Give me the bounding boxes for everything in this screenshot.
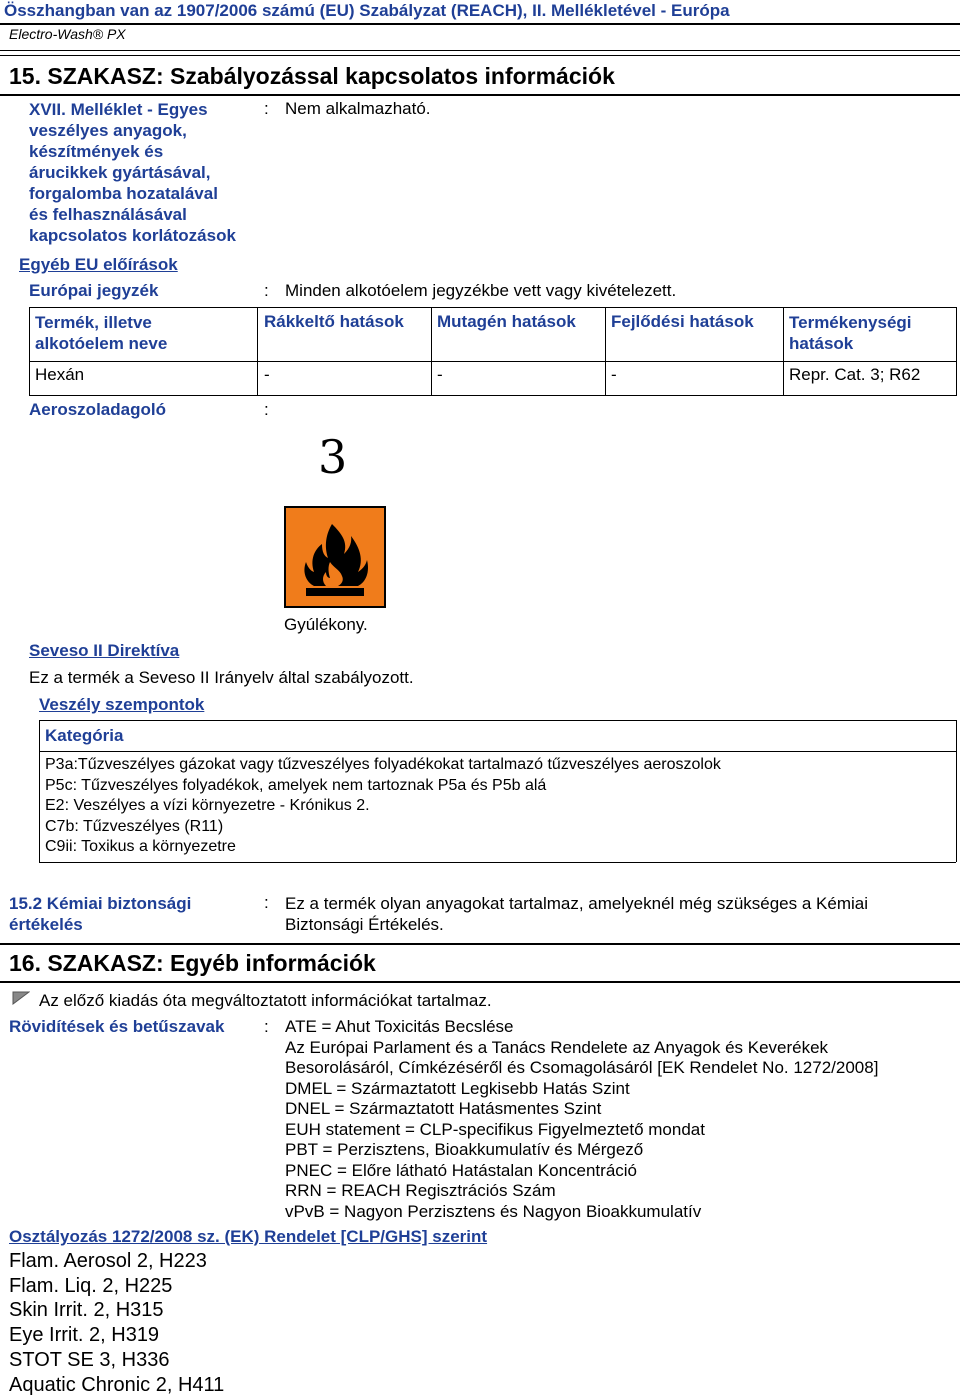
list-item: Az Európai Parlament és a Tanács Rendelete az Anyagok és Keverékek — [285, 1037, 829, 1057]
section-16-heading: 16. SZAKASZ: Egyéb információk — [9, 950, 376, 976]
table-header-fertility: Termékenységi hatások — [789, 313, 912, 353]
category-list — [45, 755, 721, 858]
list-item: Besorolásáról, Címkézéséről és Csomagolásáról [EK Rendelet No. 1272/2008] — [285, 1058, 879, 1077]
list-item: Flam. Liq. 2, H225 — [9, 1274, 173, 1297]
abbr-label: Rövidítések és betűszavak — [9, 1017, 225, 1036]
colon-sep: : — [264, 281, 269, 300]
eu-inventory-label: Európai jegyzék — [29, 281, 159, 300]
list-item: P3a:Tűzveszélyes gázokat vagy tűzveszélyes folyadékokat tartalmazó tűzveszélyes aeroszolok — [45, 756, 721, 773]
list-item: PNEC = Előre látható Hatástalan Koncentráció — [285, 1160, 638, 1180]
list-item: ATE = Ahut Toxicitás Becslése — [285, 1017, 514, 1036]
list-item: PBT = Perzisztens, Bioakkumulatív és Mérgező — [285, 1140, 644, 1159]
regulation-title: Összhangban van az 1907/2006 számú (EU) Szabályzat (REACH), II. Mellékletével - Európa — [4, 1, 730, 20]
table-cell: Hexán — [35, 365, 85, 384]
seveso-text: Ez a termék a Seveso II Irányelv által szabályozott. — [29, 668, 414, 687]
colon-sep: : — [264, 893, 269, 912]
table-header-developmental: Fejlődési hatások — [611, 312, 754, 331]
table-header-carcinogenic: Rákkeltő hatások — [264, 312, 404, 331]
other-eu-heading: Egyéb EU előírások — [19, 255, 178, 274]
list-item: STOT SE 3, H336 — [9, 1348, 170, 1371]
eu-inventory-value: Minden alkotóelem jegyzékbe vett vagy kivételezett. — [285, 281, 677, 300]
table-cell: - — [264, 365, 270, 384]
list-item: Flam. Aerosol 2, H223 — [9, 1250, 207, 1272]
colon-sep: : — [264, 400, 269, 419]
table-cell: Repr. Cat. 3; R62 — [789, 365, 921, 384]
annex17-label: XVII. Melléklet - Egyes veszélyes anyagok, készítmények és árucikkek gyártásával, forgalomba hozatalával és felhasználásával kapcsolatos korlátozások — [29, 100, 236, 245]
table-header-name: Termék, illetve alkotóelem neve — [35, 313, 168, 353]
annex17-value: Nem alkalmazható. — [285, 99, 431, 118]
aerosol-label: Aeroszoladagoló — [29, 400, 166, 419]
list-item: E2: Veszélyes a vízi környezetre - Krónikus 2. — [45, 797, 370, 814]
table-header-mutagenic: Mutagén hatások — [437, 312, 576, 331]
list-item: Aquatic Chronic 2, H411 — [9, 1373, 225, 1396]
colon-sep: : — [264, 99, 269, 118]
list-item: DNEL = Származtatott Hatásmentes Szint — [285, 1099, 602, 1118]
table-cell: - — [611, 365, 617, 384]
list-item: C9ii: Toxikus a környezetre — [45, 838, 236, 855]
list-item: DMEL = Származtatott Legkisebb Hatás Szint — [285, 1078, 630, 1098]
aerosol-caption: Gyúlékony. — [284, 615, 368, 634]
list-item: RRN = REACH Regisztrációs Szám — [285, 1181, 556, 1200]
category-label: Kategória — [45, 726, 124, 745]
list-item: C7b: Tűzveszélyes (R11) — [45, 817, 224, 835]
abbreviation-list — [285, 1017, 878, 1222]
classification-heading: Osztályozás 1272/2008 sz. (EK) Rendelet [CLP/GHS] szerint — [9, 1227, 488, 1246]
list-item: vPvB = Nagyon Perzisztens és Nagyon Bioakkumulatív — [285, 1201, 702, 1221]
chem-safety-value: Ez a termék olyan anyagokat tartalmaz, amelyeknél még szükséges a Kémiai Biztonsági Értékelés. — [285, 894, 868, 934]
flame-hazard-icon — [284, 506, 384, 606]
chem-safety-label: 15.2 Kémiai biztonsági értékelés — [9, 894, 192, 934]
list-item: Skin Irrit. 2, H315 — [9, 1299, 164, 1322]
list-item: EUH statement = CLP-specifikus Figyelmeztető mondat — [285, 1119, 705, 1139]
classification-list — [9, 1249, 224, 1397]
aerosol-number: 3 — [318, 430, 348, 484]
changed-note: Az előző kiadás óta megváltoztatott információkat tartalmaz. — [39, 991, 492, 1010]
product-name: Electro-Wash® PX — [9, 26, 126, 42]
table-cell: - — [437, 365, 443, 384]
list-item: P5c: Tűzveszélyes folyadékok, amelyek nem tartoznak P5a és P5b alá — [45, 776, 547, 794]
list-item: Eye Irrit. 2, H319 — [9, 1324, 160, 1347]
seveso-heading: Seveso II Direktíva — [29, 641, 180, 660]
section-15-heading: 15. SZAKASZ: Szabályozással kapcsolatos információk — [9, 63, 615, 89]
colon-sep: : — [264, 1017, 269, 1036]
change-marker-icon — [12, 991, 30, 1005]
hazard-criteria-heading: Veszély szempontok — [39, 695, 205, 714]
